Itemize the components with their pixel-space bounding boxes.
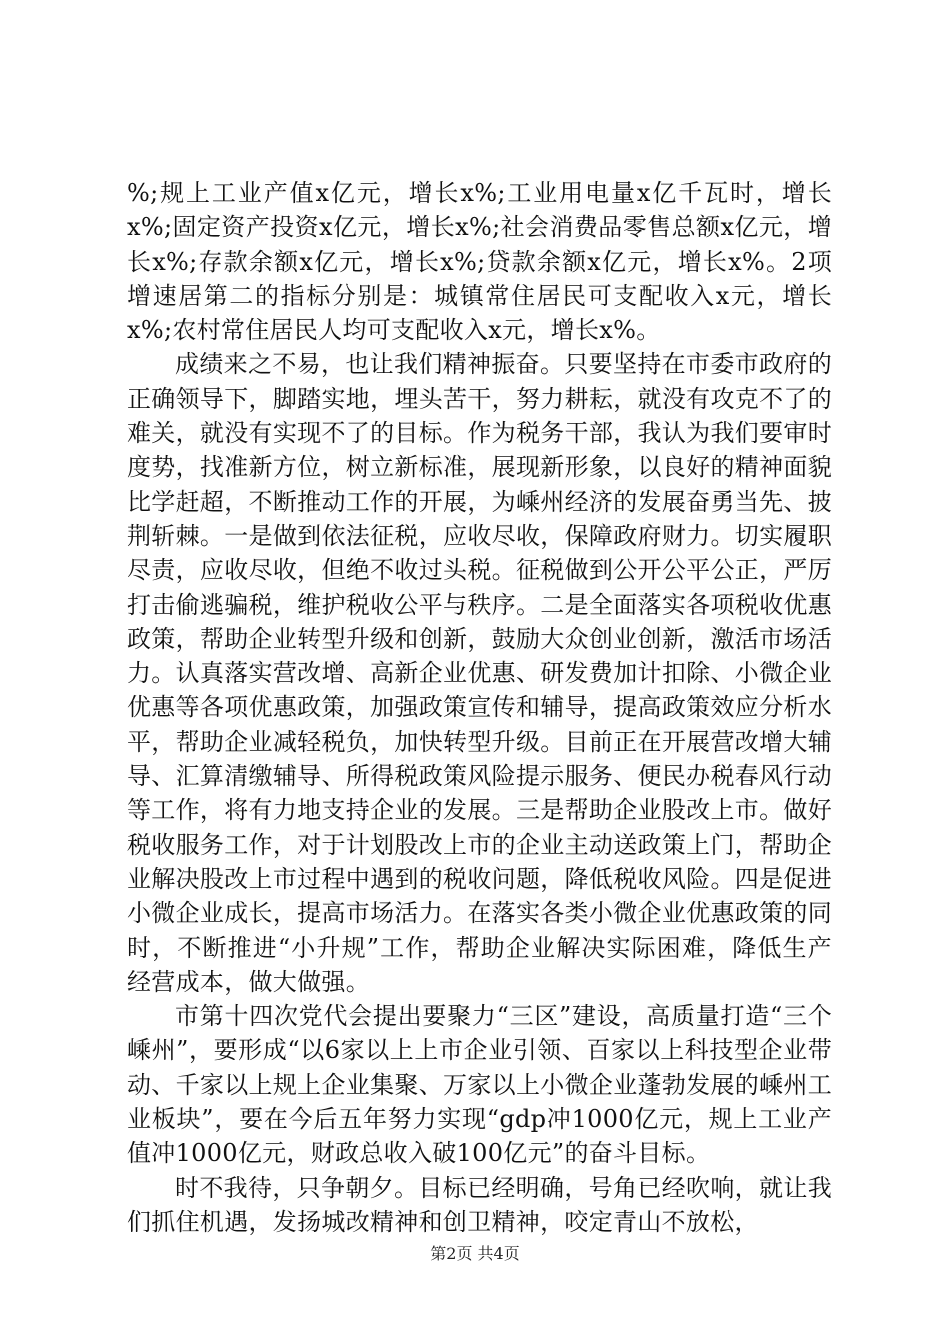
paragraph-achievements: 成绩来之不易，也让我们精神振奋。只要坚持在市委市政府的正确领导下，脚踏实地，埋头苦干，努力耕耘，就没有攻克不了的难关，就没有实现不了的目标。作为税务干部，我认为我们要审时度势，找准新方位，树立新标准，展现新形象，以良好的精神面貌比学赶超，不断推动工作的开展，为嵊州经济的发展奋勇当先、披荆斩棘。一是做到依法征税，应收尽收，保障政府财力。切实履职尽责，应收尽收，但绝不收过头税。征税做到公开公平公正，严厉打击偷逃骗税，维护税收公平与秩序。二是全面落实各项税收优惠政策，帮助企业转型升级和创新，鼓励大众创业创新，激活市场活力。认真落实营改增、高新企业优惠、研发费加计扣除、小微企业优惠等各项优惠政策，加强政策宣传和辅导，提高政策效应分析水平，帮助企业减轻税负，加快转型升级。目前正在开展营改增大辅导、汇算清缴辅导、所得税政策风险提示服务、便民办税春风行动等工作，将有力地支持企业的发展。三是帮助企业股改上市。做好税收服务工作，对于计划股改上市的企业主动送政策上门，帮助企业解决股改上市过程中遇到的税收问题，降低税收风险。四是促进小微企业成长，提高市场活力。在落实各类小微企业优惠政策的同时，不断推进“小升规”工作，帮助企业解决实际困难，降低生产经营成本，做大做强。 xyxy=(127,350,832,996)
paragraph-closing: 时不我待，只争朝夕。目标已经明确，号角已经吹响，就让我们抓住机遇，发扬城改精神和创卫精神，咬定青山不放松， xyxy=(127,1173,832,1236)
page-number-footer: 第2页 共4页 xyxy=(430,1244,520,1263)
paragraph-statistics: %;规上工业产值x亿元，增长x%;工业用电量x亿千瓦时，增长x%;固定资产投资x亿元，增长x%;社会消费品零售总额x亿元，增长x%;存款余额x亿元，增长x%;贷款余额x亿元，增长x%。2项增速居第二的指标分别是：城镇常住居民可支配收入x元，增长x%;农村常住居民人均可支配收入x元，增长x%。 xyxy=(127,179,832,345)
paragraph-party-congress: 市第十四次党代会提出要聚力“三区”建设，高质量打造“三个嵊州”，要形成“以6家以上上市企业引领、百家以上科技型企业带动、千家以上规上企业集聚、万家以上小微企业蓬勃发展的嵊州工业板块”，要在今后五年努力实现“gdp冲1000亿元，规上工业产值冲1000亿元，财政总收入破100亿元”的奋斗目标。 xyxy=(127,1002,832,1168)
document-body xyxy=(127,176,832,1239)
